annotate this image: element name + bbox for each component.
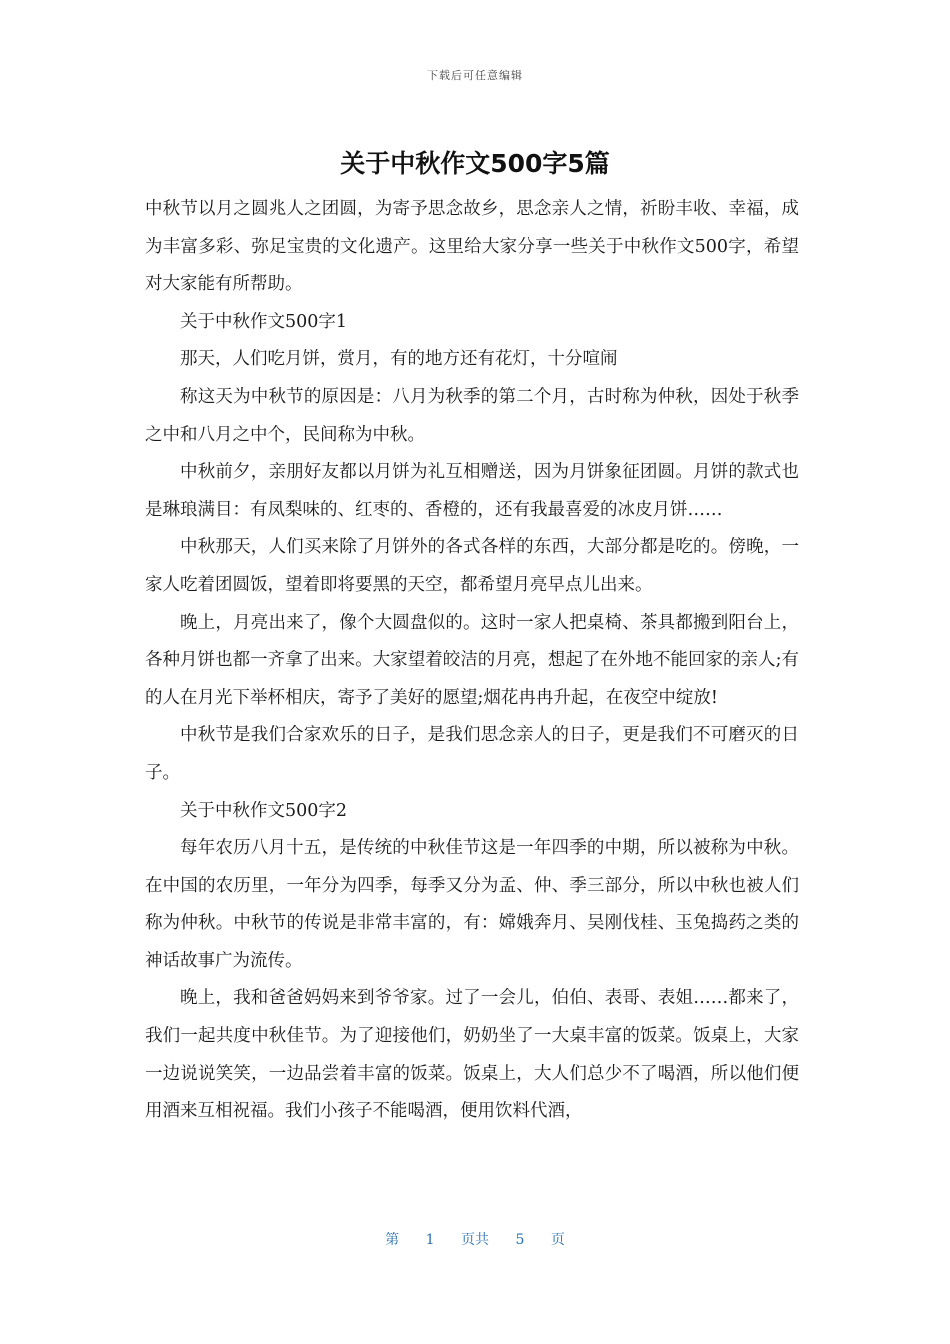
paragraph: 中秋那天，人们买来除了月饼外的各式各样的东西，大部分都是吃的。傍晚，一家人吃着团圆饭，望着即将要黑的天空，都希望月亮早点儿出来。 (145, 537, 799, 595)
paragraph: 晚上，我和爸爸妈妈来到爷爷家。过了一会儿，伯伯、表哥、表姐……都来了，我们一起共度中秋佳节。为了迎接他们，奶奶坐了一大桌丰富的饭菜。饭桌上，大家一边说说笑笑，一边品尝着丰富的饭菜。饭桌上，大人们总少不了喝酒，所以他们便用酒来互相祝福。我们小孩子不能喝酒，便用饮料代酒， (145, 988, 799, 1122)
document-body (145, 191, 799, 1131)
paragraph: 那天，人们吃月饼，赏月，有的地方还有花灯，十分喧闹 (180, 349, 618, 370)
footer-current-page: 1 (425, 1232, 435, 1248)
footer-suffix: 页 (550, 1232, 565, 1248)
document-title: 关于中秋作文500字5篇 (340, 149, 610, 178)
section-heading-2: 关于中秋作文500字2 (180, 800, 348, 821)
header-note: 下载后可任意编辑 (427, 69, 523, 82)
paragraph: 每年农历八月十五，是传统的中秋佳节这是一年四季的中期，所以被称为中秋。在中国的农历里，一年分为四季，每季又分为孟、仲、季三部分，所以中秋也被人们称为仲秋。中秋节的传说是非常丰富的，有：嫦娥奔月、吴刚伐桂、玉兔捣药之类的神话故事广为流传。 (145, 838, 799, 971)
footer-prefix: 第 (385, 1232, 400, 1248)
paragraph: 称这天为中秋节的原因是：八月为秋季的第二个月，古时称为仲秋，因处于秋季之中和八月之中个，民间称为中秋。 (145, 386, 799, 445)
intro-paragraph: 中秋节以月之圆兆人之团圆，为寄予思念故乡，思念亲人之情，祈盼丰收、幸福，成为丰富多彩、弥足宝贵的文化遗产。这里给大家分享一些关于中秋作文500字，希望对大家能有所帮助。 (145, 199, 799, 295)
paragraph: 晚上，月亮出来了，像个大圆盘似的。这时一家人把桌椅、茶具都搬到阳台上，各种月饼也都一齐拿了出来。大家望着皎洁的月亮，想起了在外地不能回家的亲人;有的人在月光下举杯相庆，寄予了美好的愿望;烟花冉冉升起，在夜空中绽放! (145, 612, 799, 708)
paragraph: 中秋前夕，亲朋好友都以月饼为礼互相赠送，因为月饼象征团圆。月饼的款式也是琳琅满目：有凤梨味的、红枣的、香橙的，还有我最喜爱的冰皮月饼…… (145, 462, 799, 520)
paragraph: 中秋节是我们合家欢乐的日子，是我们思念亲人的日子，更是我们不可磨灭的日子。 (145, 725, 799, 783)
footer-total-pages: 5 (515, 1232, 525, 1248)
page-footer (0, 1229, 950, 1249)
section-heading-1: 关于中秋作文500字1 (180, 311, 348, 332)
footer-middle: 页共 (461, 1232, 489, 1248)
